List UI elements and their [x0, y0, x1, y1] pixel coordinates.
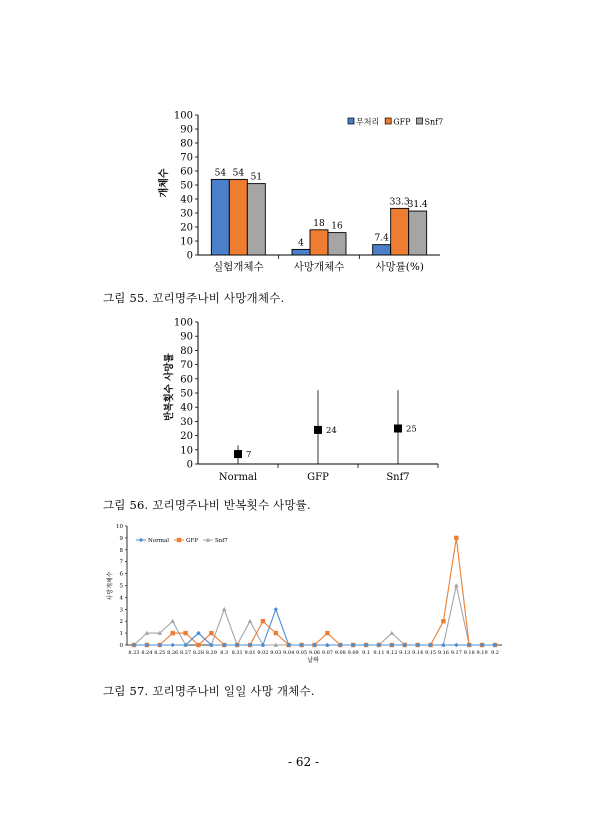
line-chart-xtick-label: 8.23: [128, 650, 140, 656]
line-chart-ytick-label: 3: [119, 607, 123, 614]
line-chart-xtick-label: 9.11: [373, 650, 385, 656]
bar-chart-ytick-label: 90: [180, 124, 193, 136]
point-label-GFP: 24: [326, 425, 337, 436]
bar-무처리-1: [292, 249, 310, 255]
legend-label-Snf7: Snf7: [214, 538, 228, 544]
line-chart-ytick-label: 9: [119, 535, 123, 542]
legend-label-GFP: GFP: [186, 538, 198, 544]
series-point-GFP: [325, 631, 329, 635]
legend-swatch-무처리: [348, 118, 354, 124]
series-point-GFP: [170, 631, 174, 635]
figure-57-caption: 그림 57. 꼬리명주나비 일일 사망 개체수.: [103, 684, 315, 698]
legend-label-Normal: Normal: [148, 538, 170, 544]
series-point-Snf7: [390, 631, 395, 635]
line-chart-ytick-label: 10: [116, 524, 123, 530]
bar-GFP-1: [310, 230, 328, 255]
series-line-GFP: [134, 538, 495, 645]
point-GFP: [314, 426, 322, 434]
figure-55-caption: 그림 55. 꼬리명주나비 사망개체수.: [103, 291, 285, 305]
bar-chart-ylabel: 개체수: [159, 168, 170, 198]
legend-swatch-GFP: [385, 118, 391, 124]
scatter-chart-xtick-label: GFP: [307, 472, 329, 483]
series-point-Snf7: [454, 583, 459, 587]
bar-data-label: 51: [250, 172, 263, 183]
bar-chart-ytick-label: 0: [186, 250, 193, 262]
line-chart-xtick-label: 9.2: [491, 650, 499, 656]
line-chart-xtick-label: 9.03: [270, 650, 282, 656]
series-point-GFP: [209, 631, 213, 635]
line-chart-xtick-label: 9.19: [476, 650, 488, 656]
line-chart-ytick-label: 7: [119, 559, 123, 566]
bar-chart-ytick-label: 100: [173, 110, 193, 122]
series-point-GFP: [261, 619, 265, 623]
bar-chart-death-count: [150, 105, 450, 285]
series-point-GFP: [183, 631, 187, 635]
scatter-chart-mortality: [150, 312, 450, 487]
line-chart-xtick-label: 9.13: [399, 650, 411, 656]
legend-label-무처리: 무처리: [356, 117, 380, 127]
scatter-chart-ytick-label: 10: [180, 445, 193, 457]
line-chart-xtick-label: 8.24: [141, 650, 153, 656]
line-chart-daily-deaths: [100, 518, 510, 668]
figure-56-caption: 그림 56. 꼬리명주나비 반복횟수 사망률.: [103, 498, 311, 512]
scatter-chart-ylabel: 반복횟수 사망률: [164, 353, 175, 421]
bar-chart-ytick-label: 30: [180, 208, 193, 220]
line-chart-xtick-label: 9.18: [463, 650, 475, 656]
legend-swatch-Snf7: [417, 118, 423, 124]
line-chart-xtick-label: 8.25: [154, 650, 166, 656]
line-chart-ytick-label: 8: [119, 547, 123, 554]
series-point-Normal: [170, 643, 174, 647]
scatter-chart-ytick-label: 90: [180, 331, 193, 343]
line-chart-xlabel: 날짜: [307, 657, 319, 664]
scatter-chart-ytick-label: 70: [180, 360, 193, 372]
bar-chart-ytick-label: 40: [180, 194, 193, 206]
line-chart-xtick-label: 9.15: [424, 650, 437, 656]
series-point-GFP: [454, 536, 458, 540]
series-point-GFP: [441, 619, 445, 623]
line-chart-ytick-label: 2: [119, 619, 123, 626]
series-point-Normal: [274, 607, 278, 611]
bar-Snf7-1: [328, 233, 346, 255]
bar-chart-xtick-label: 사망개체수: [293, 261, 345, 273]
point-Snf7: [394, 425, 402, 433]
page-number: - 62 -: [287, 755, 319, 769]
bar-Snf7-2: [409, 211, 427, 255]
series-point-Snf7: [222, 607, 227, 611]
line-chart-xtick-label: 9.07: [321, 650, 333, 656]
scatter-chart-ytick-label: 60: [180, 374, 193, 386]
line-chart-ytick-label: 0: [119, 643, 123, 649]
scatter-chart-ytick-label: 30: [180, 416, 193, 428]
bar-GFP-2: [391, 208, 409, 255]
line-chart-xtick-label: 8.29: [205, 650, 217, 656]
scatter-chart-ytick-label: 80: [180, 345, 193, 357]
scatter-chart-xtick-label: Normal: [218, 472, 258, 483]
legend-label-Snf7: Snf7: [424, 117, 444, 127]
bar-data-label: 16: [331, 221, 343, 232]
bar-chart-ytick-label: 80: [180, 138, 193, 150]
line-chart-xtick-label: 9.02: [257, 650, 269, 656]
bar-chart-ytick-label: 70: [180, 152, 193, 164]
scatter-chart-ytick-label: 100: [173, 317, 193, 329]
series-point-GFP: [274, 631, 278, 635]
line-chart-xtick-label: 9.06: [308, 650, 321, 656]
bar-data-label: 7.4: [374, 233, 389, 244]
bar-data-label: 31.4: [407, 200, 428, 211]
bar-chart-ytick-label: 10: [180, 236, 193, 248]
line-chart-ytick-label: 5: [119, 583, 123, 590]
line-chart-xtick-label: 8.26: [167, 650, 179, 656]
bar-chart-xtick-label: 실험개체수: [212, 261, 264, 273]
line-chart-xtick-label: 9.05: [296, 650, 308, 656]
bar-무처리-0: [211, 179, 229, 255]
line-chart-xtick-label: 9.08: [334, 650, 346, 656]
series-point-Snf7: [170, 619, 175, 623]
line-chart-xtick-label: 9.16: [437, 650, 449, 656]
bar-chart-ytick-label: 60: [180, 166, 193, 178]
line-chart-xtick-label: 9.04: [283, 650, 295, 656]
legend-marker-Normal: [139, 538, 143, 542]
scatter-chart-ytick-label: 0: [186, 459, 193, 471]
line-chart-ytick-label: 6: [119, 571, 123, 578]
series-point-Snf7: [248, 619, 253, 623]
bar-chart-ytick-label: 20: [180, 222, 193, 234]
series-point-GFP: [196, 643, 200, 647]
line-chart-xtick-label: 9.12: [386, 650, 398, 656]
series-point-Normal: [454, 643, 458, 647]
point-label-Snf7: 25: [406, 424, 417, 435]
bar-chart-xtick-label: 사망률(%): [375, 261, 424, 273]
line-chart-xtick-label: 8.3: [220, 650, 229, 656]
line-chart-xtick-label: 9.01: [244, 650, 256, 656]
legend-marker-GFP: [177, 538, 181, 542]
line-chart-xtick-label: 8.28: [192, 650, 205, 656]
scatter-chart-xtick-label: Snf7: [386, 472, 410, 483]
bar-data-label: 4: [298, 238, 304, 249]
bar-data-label: 18: [313, 218, 325, 229]
line-chart-ytick-label: 1: [119, 631, 123, 638]
legend-label-GFP: GFP: [393, 117, 411, 127]
bar-Snf7-0: [247, 184, 265, 255]
bar-무처리-2: [373, 245, 391, 255]
bar-data-label: 54: [214, 168, 227, 179]
scatter-chart-ytick-label: 40: [180, 402, 193, 414]
point-Normal: [234, 450, 242, 458]
line-chart-ylabel: 사망개체수: [107, 571, 114, 601]
line-chart-ytick-label: 4: [119, 595, 123, 602]
bar-data-label: 54: [232, 168, 245, 179]
line-chart-xtick-label: 9.14: [412, 650, 424, 656]
scatter-chart-ytick-label: 50: [180, 388, 193, 400]
line-chart-xtick-label: 9.1: [362, 650, 371, 656]
bar-data-label: 33.3: [389, 197, 410, 208]
line-chart-xtick-label: 9.17: [450, 650, 462, 656]
point-label-Normal: 7: [246, 450, 252, 461]
series-line-Normal: [134, 609, 495, 645]
line-chart-xtick-label: 8.27: [180, 650, 192, 656]
scatter-chart-ytick-label: 20: [180, 431, 193, 443]
line-chart-xtick-label: 9.09: [347, 650, 359, 656]
bar-chart-ytick-label: 50: [180, 180, 193, 192]
bar-GFP-0: [229, 179, 247, 255]
line-chart-xtick-label: 8.31: [231, 650, 243, 656]
